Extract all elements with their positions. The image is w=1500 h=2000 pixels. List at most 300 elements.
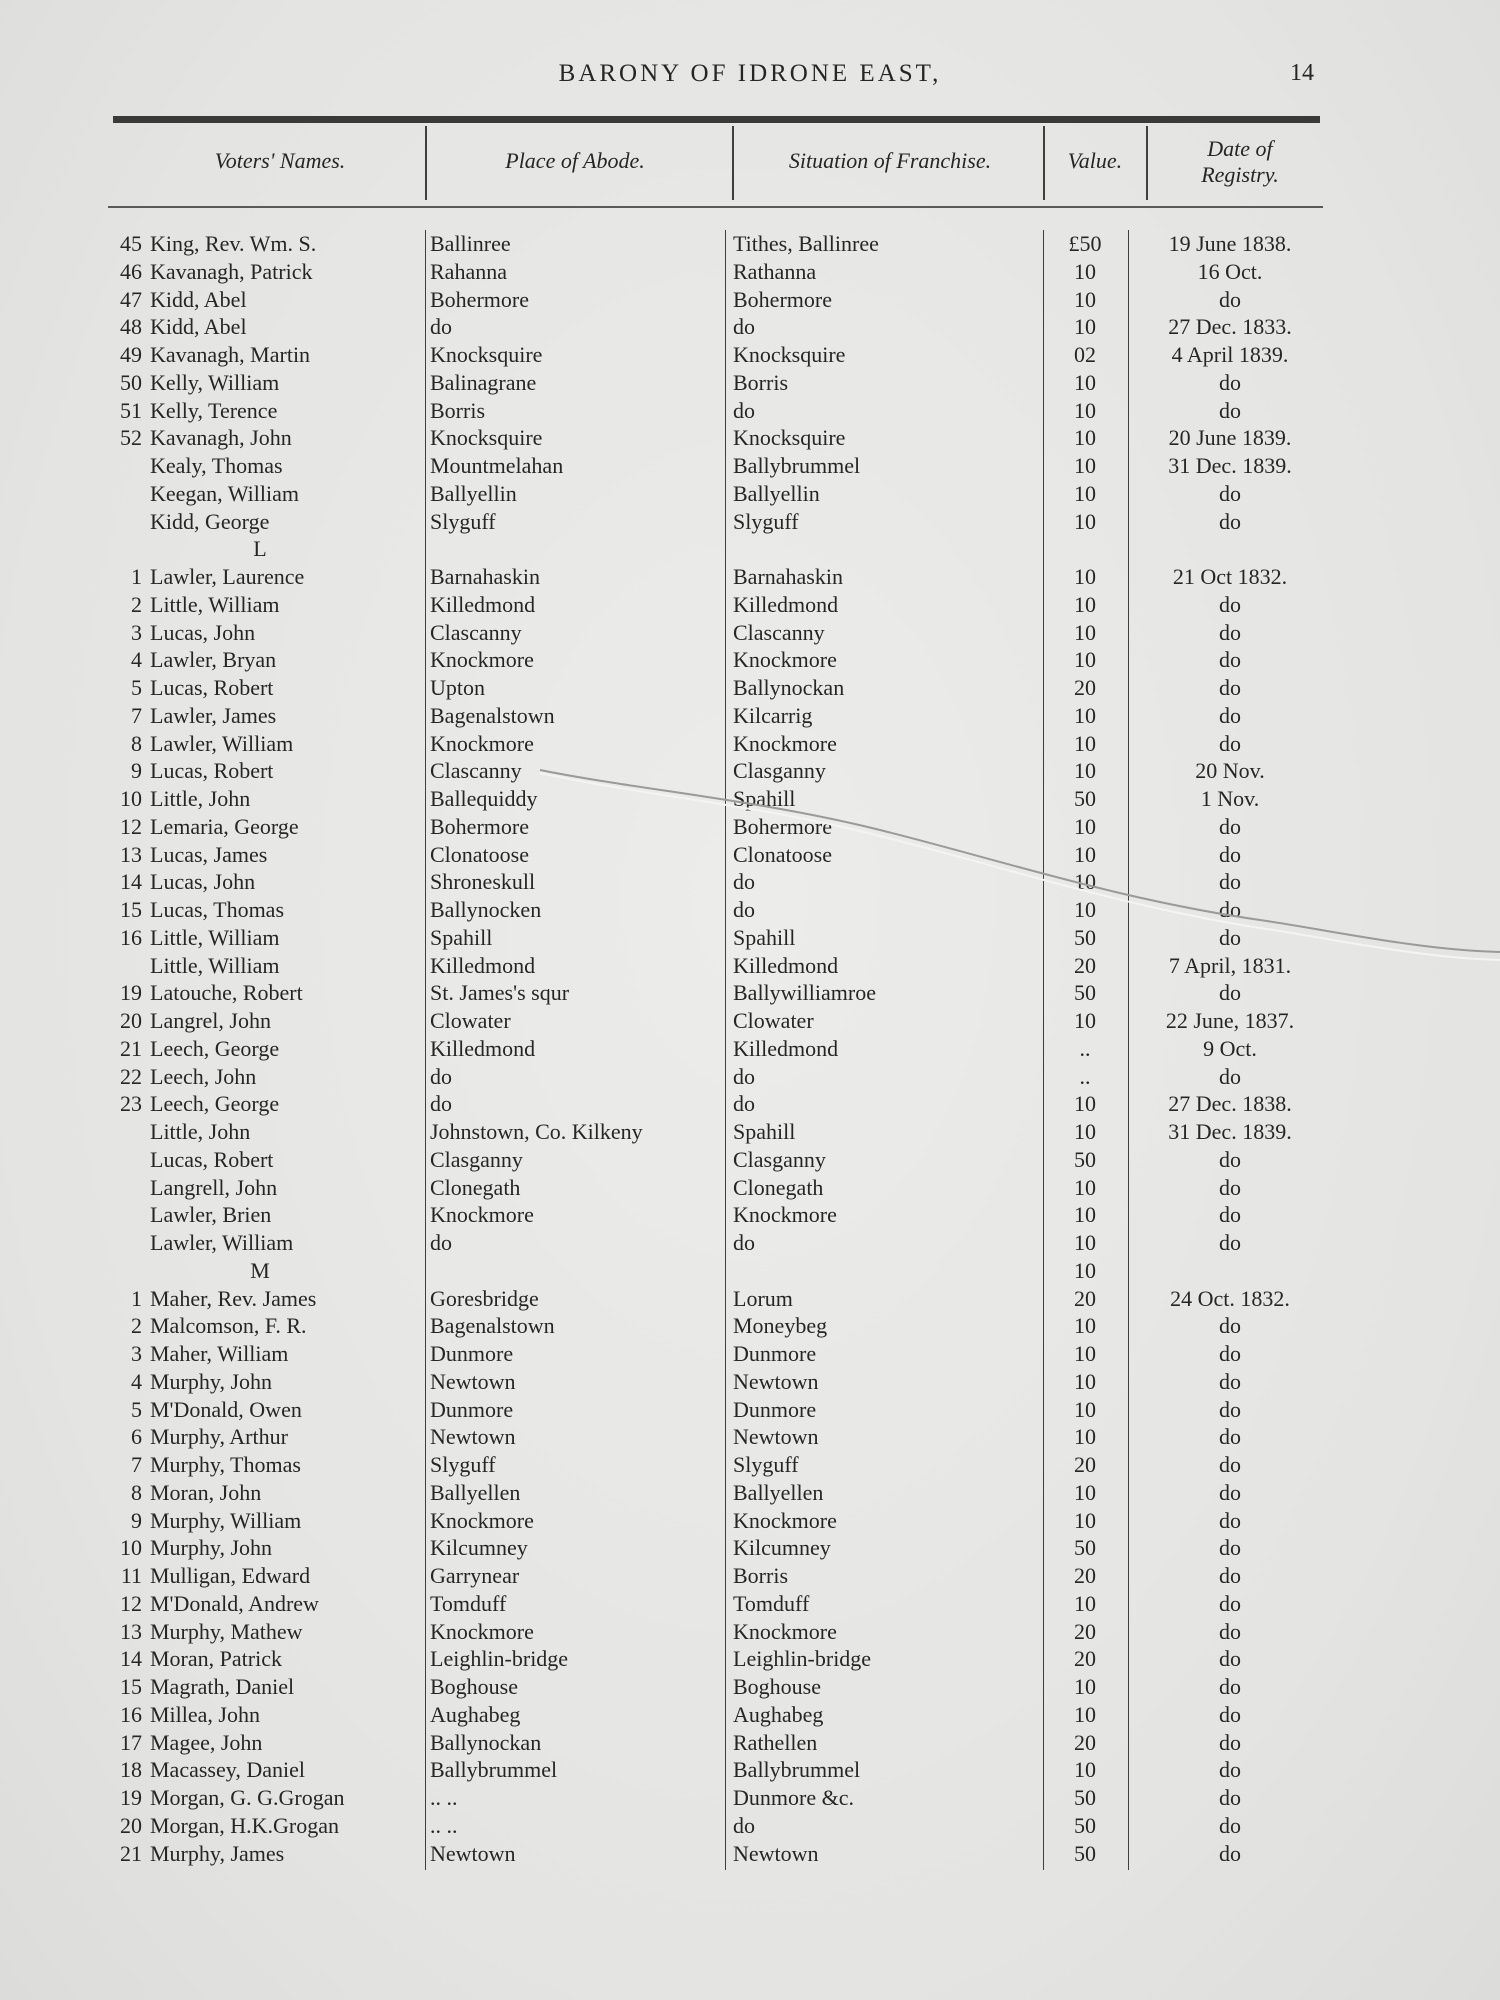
franchise-value: 10 (1074, 1202, 1096, 1228)
date-of-registry: do (1219, 813, 1241, 839)
situation-of-franchise: Slyguff (733, 1452, 799, 1477)
situation-of-franchise: Clasganny (733, 1146, 826, 1172)
voter-name: Murphy, William (150, 1507, 302, 1533)
place-of-abode: .. .. (430, 1785, 458, 1810)
date-of-registry: do (1219, 1812, 1241, 1838)
entry-number: 20 (120, 1008, 142, 1033)
table-row (0, 619, 1500, 647)
franchise-value: 10 (1074, 841, 1096, 867)
place-of-abode: Killedmond (430, 952, 536, 978)
situation-of-franchise: Newtown (733, 1424, 819, 1450)
table-row (0, 1562, 1500, 1590)
date-of-registry: do (1219, 869, 1241, 895)
situation-of-franchise: Kilcarrig (733, 702, 813, 728)
table-row (0, 1063, 1500, 1091)
situation-of-franchise: Clasganny (733, 758, 826, 784)
place-of-abode: Ballybrummel (430, 1757, 558, 1783)
voter-name: Lawler, James (150, 702, 277, 728)
situation-of-franchise: Killedmond (733, 591, 839, 617)
date-of-registry: do (1219, 1452, 1241, 1477)
voter-name: Kelly, Terence (150, 397, 278, 423)
voter-name: Murphy, Thomas (150, 1452, 301, 1477)
table-row (0, 480, 1500, 508)
table-row (0, 1812, 1500, 1840)
place-of-abode: St. James's squr (430, 980, 570, 1006)
date-of-registry: 4 April 1839. (1171, 342, 1289, 367)
place-of-abode: Clascanny (430, 619, 522, 645)
date-of-registry: do (1219, 1174, 1241, 1200)
voter-name: Lawler, Laurence (150, 564, 305, 589)
entry-number: 52 (120, 425, 142, 451)
entry-number: 9 (131, 758, 142, 784)
entry-number: 47 (120, 286, 142, 312)
voter-name: Kavanagh, Patrick (150, 258, 313, 284)
table-row (0, 868, 1500, 896)
date-of-registry: do (1219, 1202, 1241, 1228)
place-of-abode: Bagenalstown (430, 702, 555, 728)
place-of-abode: Killedmond (430, 591, 536, 617)
situation-of-franchise: Spahill (733, 1119, 796, 1144)
column-divider (1043, 126, 1045, 200)
entry-number: 1 (131, 1285, 142, 1311)
voter-name: Kavanagh, Martin (150, 342, 311, 367)
date-of-registry: do (1219, 369, 1241, 395)
franchise-value: 10 (1074, 1368, 1096, 1394)
franchise-value: 10 (1074, 758, 1096, 784)
entry-number: 15 (120, 897, 142, 922)
table-row (0, 1701, 1500, 1729)
date-of-registry: 31 Dec. 1839. (1168, 1119, 1292, 1144)
voter-name: Lawler, William (150, 1230, 294, 1255)
entry-number: 3 (131, 1341, 142, 1366)
table-row (0, 230, 1500, 258)
date-of-registry: do (1219, 1729, 1241, 1755)
situation-of-franchise: Bohermore (733, 813, 832, 839)
situation-of-franchise: Knockmore (733, 730, 837, 756)
franchise-value: 50 (1074, 1146, 1096, 1172)
date-of-registry: do (1219, 730, 1241, 756)
franchise-value: 10 (1074, 564, 1096, 589)
place-of-abode: Aughabeg (430, 1701, 521, 1727)
table-row (0, 452, 1500, 480)
date-of-registry: do (1219, 1757, 1241, 1783)
date-of-registry: 19 June 1838. (1168, 231, 1292, 256)
entry-number: 50 (120, 369, 142, 395)
date-of-registry: do (1219, 897, 1241, 922)
voter-name: Macassey, Daniel (150, 1757, 305, 1783)
franchise-value: 10 (1074, 314, 1096, 340)
franchise-value: 20 (1074, 1285, 1096, 1311)
table-row (0, 1146, 1500, 1174)
date-of-registry: do (1219, 924, 1241, 950)
table-row (0, 1118, 1500, 1146)
entry-number: 12 (120, 813, 142, 839)
place-of-abode: Bohermore (430, 286, 529, 312)
voter-name: Lucas, Robert (150, 1146, 274, 1172)
table-row (0, 1035, 1500, 1063)
date-of-registry: do (1219, 1063, 1241, 1089)
franchise-value: 10 (1074, 1424, 1096, 1450)
entry-number: 19 (120, 980, 142, 1006)
section-letter-row (0, 1257, 1500, 1285)
place-of-abode: do (430, 314, 452, 340)
column-header-date-of-registry (1150, 136, 1330, 188)
date-of-registry: do (1219, 619, 1241, 645)
situation-of-franchise: Knocksquire (733, 425, 846, 451)
franchise-value: 10 (1074, 397, 1096, 423)
place-of-abode: Newtown (430, 1368, 516, 1394)
voter-name: Lucas, Thomas (150, 897, 285, 922)
entry-number: 16 (120, 924, 142, 950)
place-of-abode: Borris (430, 397, 485, 423)
place-of-abode: do (430, 1091, 452, 1117)
place-of-abode: do (430, 1230, 452, 1255)
voter-name: Lucas, John (150, 619, 256, 645)
voter-name: Lucas, John (150, 869, 256, 895)
place-of-abode: Clowater (430, 1008, 511, 1033)
entry-number: 7 (131, 702, 142, 728)
situation-of-franchise: Ballybrummel (733, 453, 861, 478)
voter-name: Little, John (150, 786, 251, 811)
place-of-abode: Barnahaskin (430, 564, 540, 589)
voter-name: Maher, Rev. James (150, 1285, 317, 1311)
place-of-abode: do (430, 1063, 452, 1089)
situation-of-franchise: Boghouse (733, 1674, 821, 1699)
date-of-registry: do (1219, 647, 1241, 673)
place-of-abode: Slyguff (430, 508, 496, 534)
entry-number: 23 (120, 1091, 142, 1117)
place-of-abode: Ballyellin (430, 480, 517, 506)
table-row (0, 896, 1500, 924)
voter-name: Murphy, John (150, 1535, 273, 1561)
date-of-registry: 24 Oct. 1832. (1170, 1285, 1290, 1311)
table-row (0, 563, 1500, 591)
voter-name: Kelly, William (150, 369, 280, 395)
voter-name: Kealy, Thomas (150, 453, 283, 478)
situation-of-franchise: Knockmore (733, 1618, 837, 1644)
place-of-abode: .. .. (430, 1812, 458, 1838)
date-of-registry: do (1219, 508, 1241, 534)
place-of-abode: Rahanna (430, 258, 507, 284)
running-title: BARONY OF IDRONE EAST, (558, 60, 942, 87)
date-of-registry: do (1219, 1674, 1241, 1699)
franchise-value: 20 (1074, 1563, 1096, 1588)
place-of-abode: Ballynockan (430, 1729, 542, 1755)
voter-name: Leech, John (150, 1063, 257, 1089)
situation-of-franchise: Aughabeg (733, 1701, 824, 1727)
table-row (0, 1285, 1500, 1313)
situation-of-franchise: Kilcumney (733, 1535, 831, 1561)
franchise-value: 20 (1074, 1618, 1096, 1644)
franchise-value: 20 (1074, 952, 1096, 978)
table-row (0, 1007, 1500, 1035)
date-of-registry: 1 Nov. (1200, 786, 1260, 811)
franchise-value: .. (1079, 1035, 1091, 1061)
situation-of-franchise: Dunmore &c. (733, 1785, 854, 1810)
entry-number: 14 (120, 869, 142, 895)
entry-number: 5 (131, 675, 142, 700)
table-row (0, 1340, 1500, 1368)
place-of-abode: Kilcumney (430, 1535, 528, 1561)
situation-of-franchise: Lorum (733, 1285, 793, 1311)
table-row (0, 1618, 1500, 1646)
place-of-abode: Leighlin-bridge (430, 1646, 569, 1672)
table-row (0, 674, 1500, 702)
franchise-value: 50 (1074, 980, 1096, 1006)
voter-name: Morgan, H.K.Grogan (150, 1812, 340, 1838)
entry-number: 12 (120, 1590, 142, 1616)
date-of-registry: 27 Dec. 1833. (1168, 314, 1292, 340)
franchise-value: 10 (1074, 1701, 1096, 1727)
section-letter: M (250, 1257, 270, 1283)
franchise-value: 10 (1074, 1230, 1096, 1255)
situation-of-franchise: Spahill (733, 924, 796, 950)
date-of-registry: 20 Nov. (1195, 758, 1265, 784)
voter-name: Leech, George (150, 1091, 280, 1117)
franchise-value: 20 (1074, 1646, 1096, 1672)
entry-number: 13 (120, 1618, 142, 1644)
voter-name: Mulligan, Edward (150, 1563, 311, 1588)
place-of-abode: Tomduff (430, 1590, 507, 1616)
voters-register-table (0, 230, 1500, 1867)
entry-number: 19 (120, 1785, 142, 1810)
situation-of-franchise: Ballyellin (733, 480, 820, 506)
franchise-value: 02 (1074, 342, 1096, 367)
date-of-registry: 31 Dec. 1839. (1168, 453, 1292, 478)
situation-of-franchise: do (733, 1812, 755, 1838)
place-of-abode: Garrynear (430, 1563, 520, 1588)
voter-name: Murphy, Mathew (150, 1618, 303, 1644)
date-of-registry: 21 Oct 1832. (1172, 564, 1288, 589)
date-of-registry: do (1219, 702, 1241, 728)
franchise-value: 10 (1074, 730, 1096, 756)
situation-of-franchise: Tomduff (733, 1590, 810, 1616)
column-header-place-of-abode: Place of Abode. (505, 148, 645, 173)
entry-number: 21 (120, 1035, 142, 1061)
table-row (0, 1396, 1500, 1424)
voter-name: Lemaria, George (150, 813, 299, 839)
place-of-abode: Knockmore (430, 1618, 534, 1644)
date-of-registry: do (1219, 1785, 1241, 1810)
place-of-abode: Knockmore (430, 1202, 534, 1228)
situation-of-franchise: Barnahaskin (733, 564, 843, 589)
table-row (0, 1479, 1500, 1507)
situation-of-franchise: Ballyellen (733, 1479, 824, 1505)
place-of-abode: Knockmore (430, 1507, 534, 1533)
table-row (0, 1174, 1500, 1202)
franchise-value: 10 (1074, 1174, 1096, 1200)
voter-name: M'Donald, Andrew (150, 1590, 319, 1616)
date-of-registry: do (1219, 480, 1241, 506)
table-row (0, 1645, 1500, 1673)
entry-number: 7 (131, 1452, 142, 1477)
voter-name: Lawler, Bryan (150, 647, 277, 673)
table-row (0, 702, 1500, 730)
franchise-value: 10 (1074, 1008, 1096, 1033)
situation-of-franchise: Knockmore (733, 1507, 837, 1533)
table-row (0, 952, 1500, 980)
place-of-abode: Balinagrane (430, 369, 537, 395)
entry-number: 51 (120, 397, 142, 423)
situation-of-franchise: Ballywilliamroe (733, 980, 876, 1006)
date-of-registry: do (1219, 1840, 1241, 1866)
situation-of-franchise: Ballynockan (733, 675, 845, 700)
voter-name: Kidd, Abel (150, 314, 247, 340)
situation-of-franchise: do (733, 869, 755, 895)
table-row (0, 313, 1500, 341)
place-of-abode: Knockmore (430, 647, 534, 673)
franchise-value: 10 (1074, 1507, 1096, 1533)
voter-name: Keegan, William (150, 480, 299, 506)
situation-of-franchise: Ballybrummel (733, 1757, 861, 1783)
voter-name: Latouche, Robert (150, 980, 303, 1006)
situation-of-franchise: do (733, 1091, 755, 1117)
place-of-abode: Ballynocken (430, 897, 542, 922)
voter-name: Murphy, Arthur (150, 1424, 288, 1450)
situation-of-franchise: do (733, 1063, 755, 1089)
entry-number: 4 (131, 647, 142, 673)
franchise-value: 10 (1074, 1674, 1096, 1699)
franchise-value: 50 (1074, 1535, 1096, 1561)
table-row (0, 1784, 1500, 1812)
franchise-value: 10 (1074, 1341, 1096, 1366)
entry-number: 13 (120, 841, 142, 867)
entry-number: 22 (120, 1063, 142, 1089)
date-of-registry: do (1219, 397, 1241, 423)
table-row (0, 341, 1500, 369)
voter-name: King, Rev. Wm. S. (150, 231, 317, 256)
franchise-value: 10 (1074, 1091, 1096, 1117)
situation-of-franchise: do (733, 897, 755, 922)
franchise-value: 10 (1074, 813, 1096, 839)
place-of-abode: Knocksquire (430, 425, 543, 451)
voter-name: Millea, John (150, 1701, 260, 1727)
entry-number: 4 (131, 1368, 142, 1394)
situation-of-franchise: Knockmore (733, 647, 837, 673)
date-of-registry: 16 Oct. (1197, 258, 1263, 284)
date-of-registry: do (1219, 1535, 1241, 1561)
place-of-abode: Ballinree (430, 231, 511, 256)
place-of-abode: Knocksquire (430, 342, 543, 367)
entry-number: 16 (120, 1701, 142, 1727)
franchise-value: 10 (1074, 286, 1096, 312)
situation-of-franchise: Clascanny (733, 619, 825, 645)
franchise-value: 20 (1074, 1452, 1096, 1477)
situation-of-franchise: Knocksquire (733, 342, 846, 367)
date-of-registry: do (1219, 1424, 1241, 1450)
entry-number: 46 (120, 258, 142, 284)
entry-number: 15 (120, 1674, 142, 1699)
entry-number: 9 (131, 1507, 142, 1533)
voter-name: Lawler, Brien (150, 1202, 272, 1228)
franchise-value: 10 (1074, 1757, 1096, 1783)
franchise-value: 10 (1074, 1257, 1096, 1283)
place-of-abode: Clonatoose (430, 841, 529, 867)
place-of-abode: Knockmore (430, 730, 534, 756)
section-letter: L (253, 536, 267, 562)
situation-of-franchise: Clonatoose (733, 841, 832, 867)
date-of-registry: do (1219, 1590, 1241, 1616)
table-row (0, 757, 1500, 785)
situation-of-franchise: do (733, 397, 755, 423)
voter-name: Kidd, George (150, 508, 270, 534)
table-row (0, 1507, 1500, 1535)
table-row (0, 1840, 1500, 1868)
date-of-registry: do (1219, 1341, 1241, 1366)
table-row (0, 1451, 1500, 1479)
situation-of-franchise: Slyguff (733, 508, 799, 534)
table-row (0, 1729, 1500, 1757)
entry-number: 49 (120, 342, 142, 367)
date-of-registry: do (1219, 1368, 1241, 1394)
franchise-value: 10 (1074, 258, 1096, 284)
franchise-value: 50 (1074, 1840, 1096, 1866)
situation-of-franchise: Killedmond (733, 1035, 839, 1061)
voter-name: Little, William (150, 952, 280, 978)
situation-of-franchise: Newtown (733, 1368, 819, 1394)
situation-of-franchise: Knockmore (733, 1202, 837, 1228)
entry-number: 8 (131, 730, 142, 756)
situation-of-franchise: Bohermore (733, 286, 832, 312)
table-row (0, 1229, 1500, 1257)
voter-name: Magee, John (150, 1729, 263, 1755)
situation-of-franchise: Killedmond (733, 952, 839, 978)
table-row (0, 1312, 1500, 1340)
place-of-abode: Clascanny (430, 758, 522, 784)
place-of-abode: Newtown (430, 1840, 516, 1866)
date-of-registry: 9 Oct. (1203, 1035, 1257, 1061)
franchise-value: 10 (1074, 591, 1096, 617)
franchise-value: 10 (1074, 869, 1096, 895)
situation-of-franchise: Clowater (733, 1008, 814, 1033)
date-of-registry: do (1219, 1563, 1241, 1588)
place-of-abode: Dunmore (430, 1396, 514, 1422)
entry-number: 11 (120, 1563, 142, 1588)
franchise-value: 10 (1074, 1313, 1096, 1339)
date-of-registry: do (1219, 1618, 1241, 1644)
table-row (0, 258, 1500, 286)
franchise-value: 10 (1074, 508, 1096, 534)
table-row (0, 1423, 1500, 1451)
franchise-value: 10 (1074, 453, 1096, 478)
date-of-registry: do (1219, 841, 1241, 867)
voter-name: Murphy, John (150, 1368, 273, 1394)
table-row (0, 924, 1500, 952)
column-header-value: Value. (1067, 148, 1123, 173)
voter-name: Lucas, Robert (150, 758, 274, 784)
date-of-registry: 7 April, 1831. (1168, 952, 1292, 978)
voter-name: Langrell, John (150, 1174, 278, 1200)
table-row (0, 730, 1500, 758)
voter-name: Murphy, James (150, 1840, 285, 1866)
header-rule (113, 116, 1320, 123)
franchise-value: 20 (1074, 675, 1096, 700)
entry-number: 45 (120, 231, 142, 256)
situation-of-franchise: Newtown (733, 1840, 819, 1866)
header-bottom-rule (108, 206, 1323, 208)
date-of-registry: do (1219, 286, 1241, 312)
place-of-abode: Dunmore (430, 1341, 514, 1366)
franchise-value: 50 (1074, 786, 1096, 811)
place-of-abode: Spahill (430, 924, 493, 950)
table-row (0, 286, 1500, 314)
franchise-value: 10 (1074, 619, 1096, 645)
entry-number: 5 (131, 1396, 142, 1422)
voter-name: Little, John (150, 1119, 251, 1144)
table-row (0, 1368, 1500, 1396)
franchise-value: 10 (1074, 1396, 1096, 1422)
voter-name: Lucas, Robert (150, 675, 274, 700)
